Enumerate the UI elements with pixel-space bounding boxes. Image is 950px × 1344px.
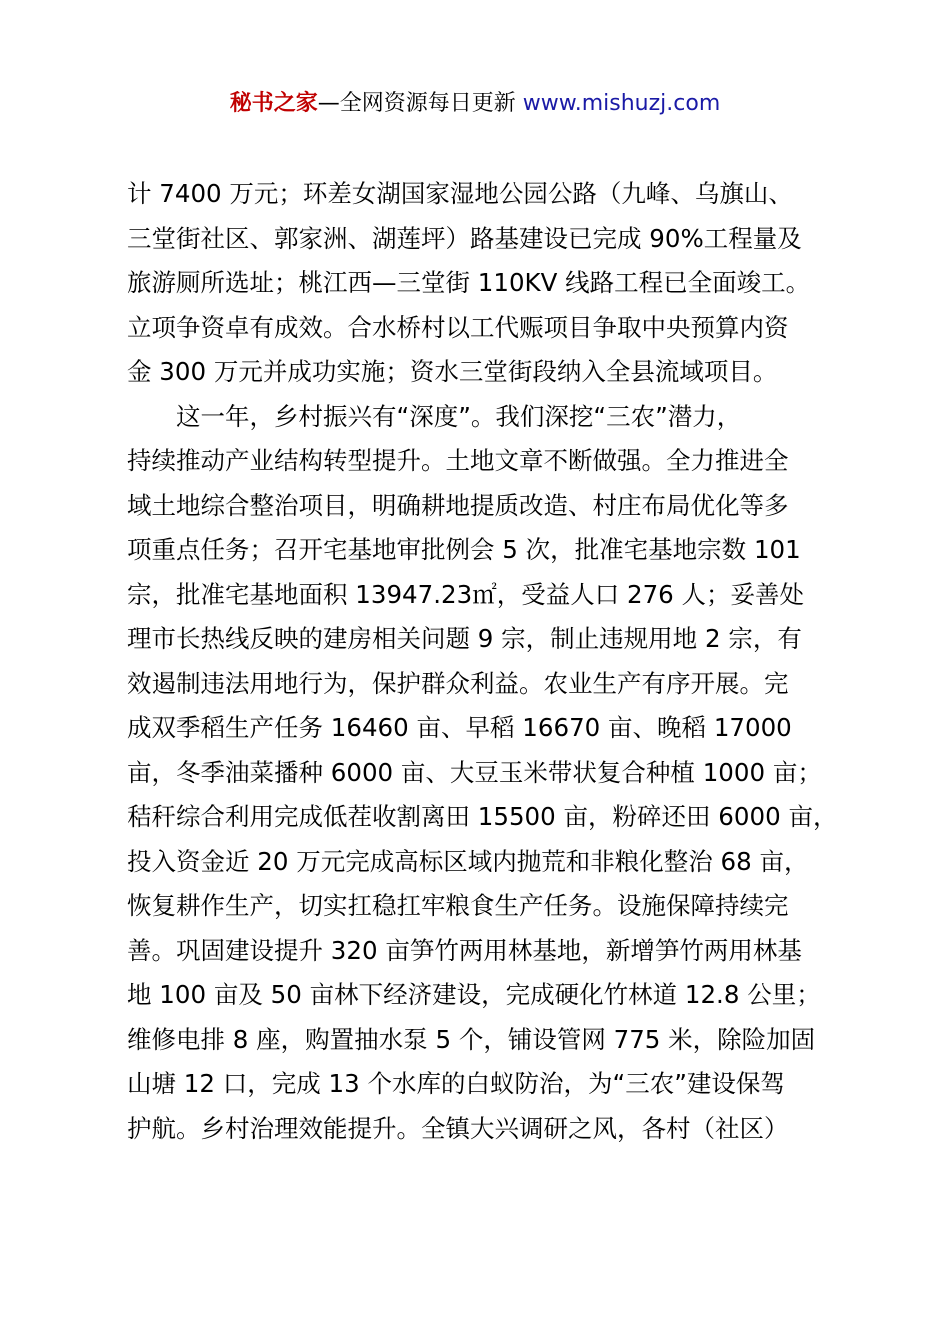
text-line: 旅游厕所选址；桃江西—三堂街 110KV 线路工程已全面竣工。 (127, 268, 811, 297)
text-line: 域土地综合整治项目，明确耕地提质改造、村庄布局优化等多 (127, 490, 789, 520)
brand-name: 秘书之家 (229, 91, 318, 116)
text-line: 三堂街社区、郭家洲、湖莲坪）路基建设已完成 90%工程量及 (127, 223, 802, 253)
text-line: 计 7400 万元；环差女湖国家湿地公园公路（九峰、乌旗山、 (127, 179, 793, 208)
paragraph-start-line: 这一年，乡村振兴有“深度”。我们深挖“三农”潜力， (176, 401, 742, 431)
website-link[interactable]: www.mishuzj.com (522, 91, 721, 116)
text-line: 地 100 亩及 50 亩林下经济建设，完成硬化竹林道 12.8 公里； (127, 980, 821, 1009)
document-body (127, 172, 838, 1151)
text-line: 立项争资卓有成效。合水桥村以工代赈项目争取中央预算内资 (127, 312, 789, 342)
text-line: 秸秆综合利用完成低茬收割离田 15500 亩，粉碎还田 6000 亩， (127, 802, 838, 831)
text-line: 投入资金近 20 万元完成高标区域内抛荒和非粮化整治 68 亩， (127, 846, 809, 876)
text-line: 护航。乡村治理效能提升。全镇大兴调研之风，各村（社区） (127, 1113, 789, 1143)
header-tagline: —全网资源每日更新 (317, 91, 516, 116)
text-line: 效遏制违法用地行为，保护群众利益。农业生产有序开展。完 (127, 668, 789, 698)
text-line: 理市长热线反映的建房相关问题 9 宗，制止违规用地 2 宗，有 (127, 624, 802, 653)
text-line: 金 300 万元并成功实施；资水三堂街段纳入全县流域项目。 (127, 357, 778, 386)
text-line: 维修电排 8 座，购置抽水泵 5 个，铺设管网 775 米，除险加固 (127, 1024, 816, 1054)
text-line: 山塘 12 口，完成 13 个水库的白蚁防治，为“三农”建设保驾 (127, 1069, 785, 1098)
text-line: 成双季稻生产任务 16460 亩、早稻 16670 亩、晚稻 17000 (127, 713, 792, 742)
text-line: 持续推动产业结构转型提升。土地文章不断做强。全力推进全 (127, 446, 789, 475)
text-line: 项重点任务；召开宅基地审批例会 5 次，批准宅基地宗数 101 (127, 535, 801, 564)
text-line: 亩，冬季油菜播种 6000 亩、大豆玉米带状复合种植 1000 亩； (127, 757, 822, 787)
text-line: 宗，批准宅基地面积 13947.23㎡，受益人口 276 人；妥善处 (127, 579, 805, 609)
page-header (0, 88, 950, 120)
text-line: 善。巩固建设提升 320 亩笋竹两用林基地，新增笋竹两用林基 (127, 935, 802, 965)
text-line: 恢复耕作生产，切实扛稳扛牢粮食生产任务。设施保障持续完 (127, 891, 789, 920)
